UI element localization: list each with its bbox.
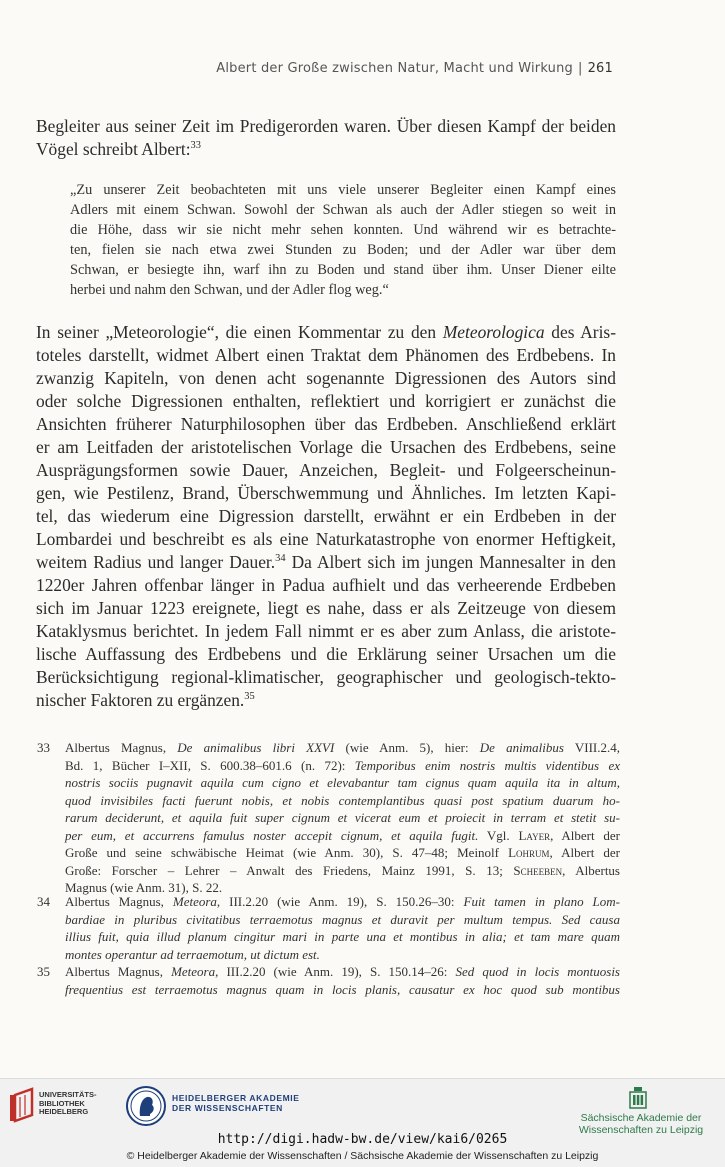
- viewer-footer: [0, 1078, 725, 1167]
- quote-line: „Zu unserer Zeit beobachteten mit uns viele unserer Begleiter einen Kampf eines: [70, 182, 616, 198]
- paragraph-line: zwanzig Kapiteln, von denen acht sogenannte Digressionen des Autors sind: [36, 368, 616, 388]
- footnote-ref-34[interactable]: 34: [275, 553, 286, 565]
- footnote-line: Albertus Magnus, De animalibus libri XXVI (wie Anm. 5), hier: De animalibus VIII.2.4,: [65, 740, 620, 755]
- footnote-line: Albertus Magnus, Meteora, III.2.20 (wie Anm. 19), S. 150.26–30: Fuit tamen in plano Lom-: [65, 894, 620, 909]
- copyright-notice: © Heidelberger Akademie der Wissenschaften / Sächsische Akademie der Wissenschaften zu Leipzig: [126, 1150, 599, 1162]
- paragraph-line: toteles darstellt, widmet Albert einen Traktat dem Phänomen des Erdbebens. In: [36, 345, 616, 365]
- page-number: 261: [587, 61, 613, 76]
- footnote-ref-35[interactable]: 35: [244, 691, 255, 703]
- university-library-label: UNIVERSITÄTS- BIBLIOTHEK HEIDELBERG: [39, 1090, 97, 1116]
- footnote-line: Magnus (wie Anm. 31), S. 22.: [65, 880, 223, 895]
- quote-line: ten, fielen sie nach etwa zwei Stunden zu Boden; und der Adler war über dem: [70, 242, 616, 258]
- paragraph-line: oder solche Digressionen enthalten, reflektiert und korrigiert er zunächst die: [36, 391, 616, 411]
- footnote-line: rarum deciderunt, et aquila fuit super cignum et vicerat eum et proiecit in terram et stetit su-: [65, 810, 620, 825]
- intro-line: Vögel schreibt Albert:$^{33}$: [36, 139, 201, 159]
- paragraph-line: Berücksichtigung regional-klimatischer, geographischer und geologisch-tekto-: [36, 667, 616, 687]
- quote-line: herbei und nahm den Schwan, und der Adler flog weg.“: [70, 282, 389, 298]
- footnote-line: Albertus Magnus, Meteora, III.2.20 (wie Anm. 19), S. 150.14–26: Sed quod in locis montuosis: [65, 964, 620, 979]
- footnote-number: 34: [37, 894, 50, 909]
- paragraph-line: tel, das wiederum eine Digression darstellt, erwähnt er ein Erdbeben in der: [36, 506, 616, 526]
- running-head: [216, 61, 613, 76]
- quote-line: Schwan, er besiegte ihn, warf ihn zu Boden und stand über ihm. Unser Diener eilte: [70, 262, 616, 278]
- paragraph-line: Ausprägungsformen sowie Dauer, Anzeichen, Begleit- und Folgeerscheinun-: [36, 460, 616, 480]
- paragraph-line: Kataklysmus berichtet. In jedem Fall nimmt er es aber zum Anlass, die aristote-: [36, 621, 616, 641]
- footnote-line: Große und seine schwäbische Heimat (wie Anm. 30), S. 47–48; Meinolf Lohrum, Albert der: [65, 845, 620, 860]
- heidelberg-academy-label: HEIDELBERGER AKADEMIE DER WISSENSCHAFTEN: [172, 1093, 300, 1113]
- paragraph-line: In seiner „Meteorologie“, die einen Kommentar zu den Meteorologica des Aris-: [36, 322, 616, 342]
- heidelberg-academy-seal-icon[interactable]: [125, 1085, 167, 1127]
- university-library-logo-icon[interactable]: [8, 1087, 36, 1123]
- footnote-line: per eum, et accurrens famulus noster accepit cignum, et aquila fugit. Vgl. Layer, Albert der: [65, 827, 621, 843]
- footnote-line: frequentius est terraemotus magnus quam in locis planis, causatur ex hoc quod sub montibus: [65, 981, 620, 997]
- saxon-academy-emblem-icon[interactable]: [628, 1086, 648, 1110]
- running-head-separator: |: [577, 61, 583, 76]
- paragraph-line: nischer Faktoren zu ergänzen.$^{35}$: [36, 690, 255, 710]
- permalink-url[interactable]: http://digi.hadw-bw.de/view/kai6/0265: [217, 1132, 508, 1147]
- paragraph-line: Ansichten früherer Naturphilosophen über das Erdbeben. Anschließend erklärt: [36, 414, 616, 434]
- paragraph-line: er am Leitfaden der aristotelischen Vorlage die Ursachen des Erdbebens, seine: [36, 437, 616, 457]
- paragraph-line: Lombardei und beschreibt es als eine Naturkatastrophe von enormer Heftigkeit,: [36, 529, 616, 549]
- footnote-line: Große: Forscher – Lehrer – Anwalt des Friedens, Mainz 1991, S. 13; Scheeben, Albertus: [65, 862, 620, 878]
- paragraph-line: gen, wie Pestilenz, Brand, Überschwemmung und Ähnliches. Im letzten Kapi-: [36, 483, 616, 503]
- paragraph-line: 1220er Jahren offenbar länger in Padua aufhielt und das verheerende Erdbeben: [36, 575, 616, 595]
- footnote-line: quod invisibiles facti fuerunt nobis, et nobis contemplantibus quasi post spatium duarum ho-: [65, 792, 620, 808]
- saxon-academy-label: Sächsische Akademie der Wissenschaften zu Leipzig: [578, 1112, 704, 1136]
- footnote-number: 33: [37, 740, 50, 755]
- quote-line: die Höhe, dass wir sie nicht mehr sehen konnten. Und während wir es betrachte-: [70, 222, 616, 238]
- footnote-line: montes operantur ad terraemotum, ut dictum est.: [65, 946, 320, 962]
- paragraph-line: lische Auffassung des Erdbebens und die Erklärung seiner Ursachen um die: [36, 644, 616, 664]
- footnote-line: illius fuit, quia illud planum cingitur mari in parte una et montibus in alia; et tam mare quam: [65, 929, 620, 944]
- footnote-ref-33[interactable]: 33: [190, 140, 201, 152]
- footnote-number: 35: [37, 964, 50, 979]
- quote-line: Adlers mit einem Schwan. Sowohl der Schwan als auch der Adler stiegen so weit in: [70, 202, 616, 218]
- intro-line: Begleiter aus seiner Zeit im Predigerorden waren. Über diesen Kampf der beiden: [36, 116, 616, 136]
- running-title: Albert der Große zwischen Natur, Macht und Wirkung: [216, 61, 573, 76]
- footnote-line: Bd. 1, Bücher I–XII, S. 600.38–601.6 (n. 72): Temporibus enim nostris multis videntibus ex: [65, 757, 620, 773]
- paragraph-line: weitem Radius und langer Dauer.$^{34}$ Da Albert sich im jungen Mannesalter in den: [36, 552, 616, 572]
- footnote-line: nostris sociis pugnavit aquila cum cigno et elevabantur tam cignus quam aquila ita in altum,: [65, 775, 620, 790]
- footnote-line: bardiae in pluribus civitatibus terraemotus magnus et duravit per multum tempus. Sed causa: [65, 911, 620, 927]
- paragraph-line: sich im Januar 1223 ereignete, liegt es nahe, dass er als Zeitzeuge von diesem: [36, 598, 616, 618]
